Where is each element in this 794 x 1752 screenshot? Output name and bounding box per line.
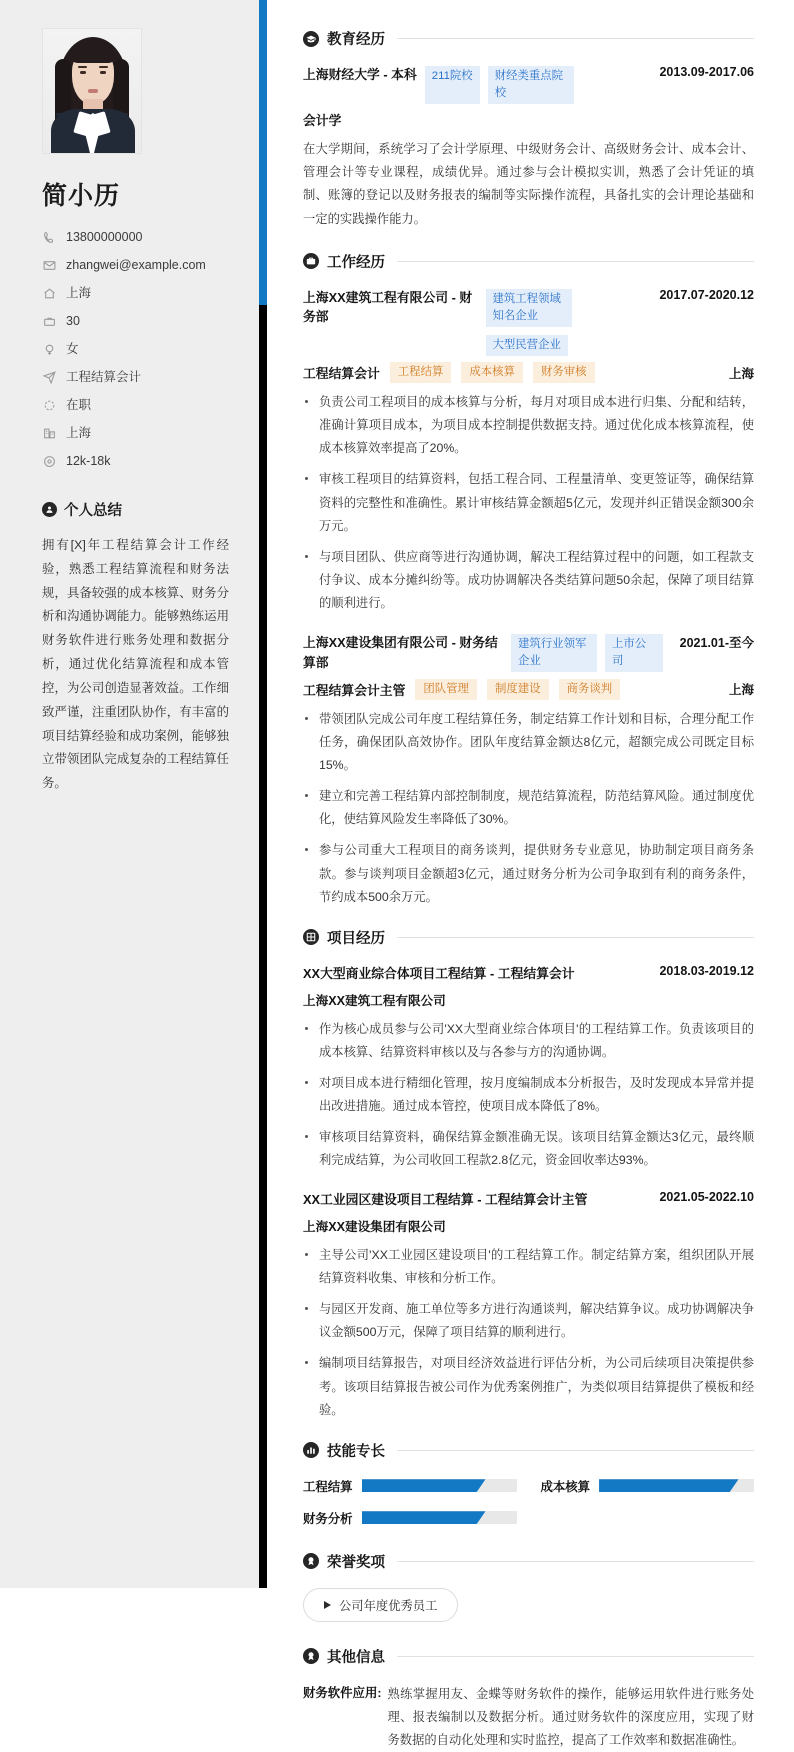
honor-chip[interactable] xyxy=(303,1588,458,1622)
status-icon xyxy=(42,399,56,413)
tag: 建筑行业领军企业 xyxy=(511,634,597,672)
honor-label: 公司年度优秀员工 xyxy=(339,1598,438,1613)
skill-item xyxy=(303,1509,517,1527)
contact-list xyxy=(42,230,229,469)
project-date: 2021.05-2022.10 xyxy=(659,1190,754,1205)
company-name: 上海XX建筑工程有限公司 - 财务部 xyxy=(303,289,473,325)
education-date: 2013.09-2017.06 xyxy=(659,65,754,79)
bullet: 带领团队完成公司年度工程结算任务，制定结算工作计划和目标，合理分配工作任务，确保团队高效协作。团队年度结算金额达8亿元，超额完成公司既定目标15%。 xyxy=(303,708,754,777)
tag: 工程结算 xyxy=(390,362,452,383)
home-icon xyxy=(42,287,56,301)
project-name: XX大型商业综合体项目工程结算 - 工程结算会计 xyxy=(303,965,575,981)
tag: 财经类重点院校 xyxy=(488,66,574,104)
divider-line xyxy=(397,1561,754,1562)
skill-item xyxy=(541,1477,755,1495)
skills-grid xyxy=(303,1477,754,1527)
contact-value: 女 xyxy=(66,342,79,356)
section-other xyxy=(303,1646,754,1752)
role-name: 工程结算会计主管 xyxy=(303,682,406,698)
bullet: 建立和完善工程结算内部控制制度，规范结算流程，防范结算风险。通过制度优化，使结算风险发生率降低了30%。 xyxy=(303,785,754,831)
project-company: 上海XX建设集团有限公司 xyxy=(303,1220,446,1235)
work-date: 2017.07-2020.12 xyxy=(659,287,754,302)
skill-label: 财务分析 xyxy=(303,1511,353,1526)
contact-location xyxy=(42,286,229,301)
contact-value: 在职 xyxy=(66,398,92,412)
briefcase-icon xyxy=(42,315,56,329)
contact-status xyxy=(42,398,229,413)
tag: 成本核算 xyxy=(461,362,523,383)
section-work xyxy=(303,251,754,909)
divider-line xyxy=(397,38,754,39)
project-company: 上海XX建筑工程有限公司 xyxy=(303,993,446,1008)
tag: 财务审核 xyxy=(533,362,595,383)
company-name: 上海XX建设集团有限公司 - 财务结算部 xyxy=(303,635,498,670)
work-city: 上海 xyxy=(728,683,754,698)
contact-value: 12k-18k xyxy=(66,454,111,468)
summary-title-text: 个人总结 xyxy=(64,503,122,519)
tag: 团队管理 xyxy=(415,679,477,700)
bullet: 审核工程项目的结算资料，包括工程合同、工程量清单、变更签证等，确保结算资料的完整性和准确性。累计审核结算金额超5亿元，发现并纠正错误金额300余万元。 xyxy=(303,468,754,537)
tag: 商务谈判 xyxy=(559,679,621,700)
project-name: XX工业园区建设项目工程结算 - 工程结算会计主管 xyxy=(303,1192,588,1208)
skill-item xyxy=(303,1477,517,1495)
skill-label: 工程结算 xyxy=(303,1479,353,1494)
main-content xyxy=(259,0,794,1748)
section-projects xyxy=(303,927,754,1422)
tag: 建筑工程领域知名企业 xyxy=(486,289,572,327)
other-key: 财务软件应用: xyxy=(303,1685,382,1700)
other-section-header xyxy=(303,1646,754,1667)
project-entry xyxy=(303,1190,754,1422)
summary-text: 拥有[X]年工程结算会计工作经验，熟悉工程结算流程和财务法规，具备较强的成本核算、财务分析和沟通协调能力。能够熟练运用财务软件进行账务处理和数据分析，通过优化结算流程和成本管控，为公司创造显著效益。工作细致严谨，注重团队协作，有丰富的项目结算经验和成功案例，能够独立带领团队完成复杂的工程结算任务。 xyxy=(42,538,229,791)
major-name: 会计学 xyxy=(303,113,342,129)
salary-icon xyxy=(42,455,56,469)
project-bullets xyxy=(303,1018,754,1173)
grid-circle-icon xyxy=(303,929,319,945)
other-row xyxy=(303,1683,754,1752)
company-tags xyxy=(486,288,644,356)
projects-title: 项目经历 xyxy=(327,930,385,947)
education-section-header xyxy=(303,28,754,49)
award-circle-icon xyxy=(303,1553,319,1569)
tag: 制度建设 xyxy=(487,679,549,700)
divider-line xyxy=(397,937,754,938)
role-name: 工程结算会计 xyxy=(303,366,380,382)
honors-section-header xyxy=(303,1551,754,1572)
bullet: 与园区开发商、施工单位等多方进行沟通谈判，解决结算争议。成功协调解决争议金额500万元，保障了项目结算的顺利进行。 xyxy=(303,1298,754,1344)
education-desc: 在大学期间，系统学习了会计学原理、中级财务会计、高级财务会计、成本会计、管理会计等专业课程，成绩优异。通过参与会计模拟实训，熟悉了会计凭证的填制、账簿的登记以及财务报表的编制等实际操作流程，具备扎实的会计理论基础和一定的实践操作能力。 xyxy=(303,142,754,226)
graduation-cap-icon xyxy=(303,31,319,47)
work-section-header xyxy=(303,251,754,272)
contact-phone xyxy=(42,230,229,245)
contact-age xyxy=(42,314,229,329)
other-value: 熟练掌握用友、金蝶等财务软件的操作，能够运用软件进行账务处理、报表编制以及数据分析。通过财务软件的深度应用，实现了财务数据的自动化处理和实时监控，提高了工作效率和数据准确性。 xyxy=(387,1686,754,1748)
play-triangle-icon xyxy=(324,1601,331,1609)
tag: 大型民营企业 xyxy=(486,335,568,356)
send-icon xyxy=(42,371,56,385)
education-title: 教育经历 xyxy=(327,32,385,48)
work-entry xyxy=(303,633,754,909)
skill-progress-bar xyxy=(362,1511,517,1524)
bullet: 作为核心成员参与公司'XX大型商业综合体项目'的工程结算工作。负责该项目的成本核算、结算资料审核以及与各参与方的沟通协调。 xyxy=(303,1018,754,1064)
chart-circle-icon xyxy=(303,1442,319,1458)
bullet: 主导公司'XX工业园区建设项目'的工程结算工作。制定结算方案，组织团队开展结算资料收集、审核和分析工作。 xyxy=(303,1244,754,1290)
company-tags xyxy=(511,633,663,672)
accent-bar xyxy=(259,0,267,305)
divider-line xyxy=(397,1450,754,1451)
info-circle-icon xyxy=(303,1648,319,1664)
bullet: 编制项目结算报告，对项目经济效益进行评估分析，为公司后续项目决策提供参考。该项目结算报告被公司作为优秀案例推广，为类似项目结算提供了模板和经验。 xyxy=(303,1352,754,1421)
section-education xyxy=(303,28,754,231)
contact-value: zhangwei@example.com xyxy=(66,258,206,272)
work-entry xyxy=(303,288,754,615)
skill-label: 成本核算 xyxy=(540,1479,591,1494)
tag: 上市公司 xyxy=(605,634,663,672)
vertical-divider xyxy=(259,0,267,1588)
school-name: 上海财经大学 - 本科 xyxy=(303,67,417,82)
contact-city xyxy=(42,426,229,441)
city-icon xyxy=(42,427,56,441)
contact-value: 13800000000 xyxy=(66,230,143,244)
mail-icon xyxy=(42,259,56,273)
sidebar xyxy=(0,0,259,1588)
summary-section-title xyxy=(42,499,229,520)
contact-value: 30 xyxy=(66,314,80,328)
bullet: 审核项目结算资料，确保结算金额准确无误。该项目结算金额达3亿元，最终顺利完成结算，为公司收回工程款2.8亿元，资金回收率达93%。 xyxy=(303,1126,754,1172)
projects-section-header xyxy=(303,927,754,948)
skill-progress-bar xyxy=(362,1479,517,1492)
contact-gender xyxy=(42,342,229,357)
contact-position xyxy=(42,370,229,385)
section-skills xyxy=(303,1440,754,1527)
project-date: 2018.03-2019.12 xyxy=(659,963,754,978)
divider-line xyxy=(397,261,754,262)
contact-value: 工程结算会计 xyxy=(66,370,142,384)
honors-list xyxy=(303,1588,754,1622)
divider-line xyxy=(397,1656,754,1657)
other-title: 其他信息 xyxy=(327,1649,385,1666)
tag: 211院校 xyxy=(425,66,480,104)
work-date: 2021.01-至今 xyxy=(679,636,754,651)
bullet: 与项目团队、供应商等进行沟通协调，解决工程结算过程中的问题，如工程款支付争议、成本分摊纠纷等。成功协调解决各类结算问题50余起，保障了项目结算的顺利进行。 xyxy=(303,546,754,615)
phone-icon xyxy=(42,231,56,245)
work-bullets xyxy=(303,391,754,615)
project-bullets xyxy=(303,1244,754,1422)
avatar xyxy=(42,28,142,154)
briefcase-circle-icon xyxy=(303,253,319,269)
contact-salary xyxy=(42,454,229,469)
skill-progress-bar xyxy=(599,1479,754,1492)
bullet: 负责公司工程项目的成本核算与分析，每月对项目成本进行归集、分配和结转，准确计算项目成本，为项目成本控制提供数据支持。通过优化成本核算流程，使成本核算效率提高了20%。 xyxy=(303,391,754,460)
project-entry xyxy=(303,964,754,1172)
school-tags xyxy=(425,65,574,104)
work-bullets xyxy=(303,708,754,909)
work-title: 工作经历 xyxy=(327,254,385,271)
section-honors xyxy=(303,1551,754,1622)
honors-title: 荣誉奖项 xyxy=(327,1554,385,1571)
contact-value: 上海 xyxy=(66,286,92,300)
skills-section-header xyxy=(303,1440,754,1461)
bullet: 对项目成本进行精细化管理，按月度编制成本分析报告，及时发现成本异常并提出改进措施。通过成本管控，使项目成本降低了8%。 xyxy=(303,1072,754,1118)
work-city: 上海 xyxy=(728,366,754,381)
contact-value: 上海 xyxy=(66,426,92,440)
page-title: 简小历 xyxy=(42,182,121,210)
contact-email xyxy=(42,258,229,273)
bullet: 参与公司重大工程项目的商务谈判，提供财务专业意见，协助制定项目商务条款。参与谈判项目金额超3亿元，通过财务分析为公司争取到有利的商务条件，节约成本500余万元。 xyxy=(303,839,754,908)
gender-icon xyxy=(42,343,56,357)
portrait-photo xyxy=(42,28,142,154)
education-entry xyxy=(303,65,754,231)
skills-title: 技能专长 xyxy=(327,1443,385,1460)
user-circle-icon xyxy=(42,502,57,517)
